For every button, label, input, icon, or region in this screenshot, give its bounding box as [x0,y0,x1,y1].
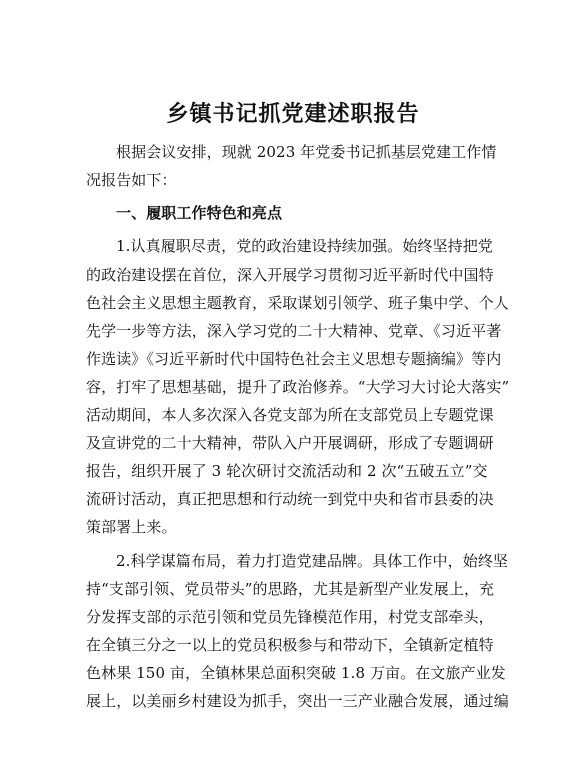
paragraph-line: 报告，组织开展了 3 轮次研讨交流活动和 2 次“五破五立”交 [86,462,488,480]
paragraph-line: 况报告如下： [86,171,177,189]
paragraph-line: 根据会议安排，现就 2023 年党委书记抓基层党建工作情 [116,143,497,161]
paragraph-line: 持“支部引领、党员带头”的思路，尤其是新型产业发展上，充 [86,580,495,598]
paragraph-line: 策部署上来。 [86,518,177,536]
paragraph-line: 色林果 150 亩，全镇林果总面积突破 1.8 万亩。在文旅产业发 [86,664,506,682]
paragraph-line: 流研讨活动，真正把思想和行动统一到党中央和省市县委的决 [86,490,494,508]
paragraph-line: 2.科学谋篇布局，着力打造党建品牌。具体工作中，始终坚 [116,552,509,570]
paragraph-line: 及宣讲党的二十大精神，带队入户开展调研，形成了专题调研 [86,434,494,452]
paragraph-line: 作选读》《习近平新时代中国特色社会主义思想专题摘编》等内 [86,350,502,368]
paragraph-line: 的政治建设摆在首位，深入开展学习贯彻习近平新时代中国特 [86,266,494,284]
document-title: 乡镇书记抓党建述职报告 [166,101,420,127]
paragraph-line: 先学一步等方法，深入学习党的二十大精神、党章、《习近平著 [86,322,502,340]
paragraph-line: 色社会主义思想主题教育，采取谋划引领学、班子集中学、个人 [86,294,509,312]
paragraph-line: 分发挥支部的示范引领和党员先锋模范作用，村党支部牵头， [86,608,494,626]
paragraph-line: 容，打牢了思想基础，提升了政治修养。“大学习大讨论大落实” [86,378,510,396]
paragraph-line: 1.认真履职尽责，党的政治建设持续加强。始终坚持把党 [116,237,493,255]
paragraph-line: 在全镇三分之一以上的党员积极参与和带动下，全镇新定植特 [86,636,494,654]
paragraph-line: 活动期间，本人多次深入各党支部为所在支部党员上专题党课 [86,406,494,424]
paragraph-line: 展上，以美丽乡村建设为抓手，突出一三产业融合发展，通过编 [86,692,509,710]
section-heading: 一、履职工作特色和亮点 [116,204,283,222]
